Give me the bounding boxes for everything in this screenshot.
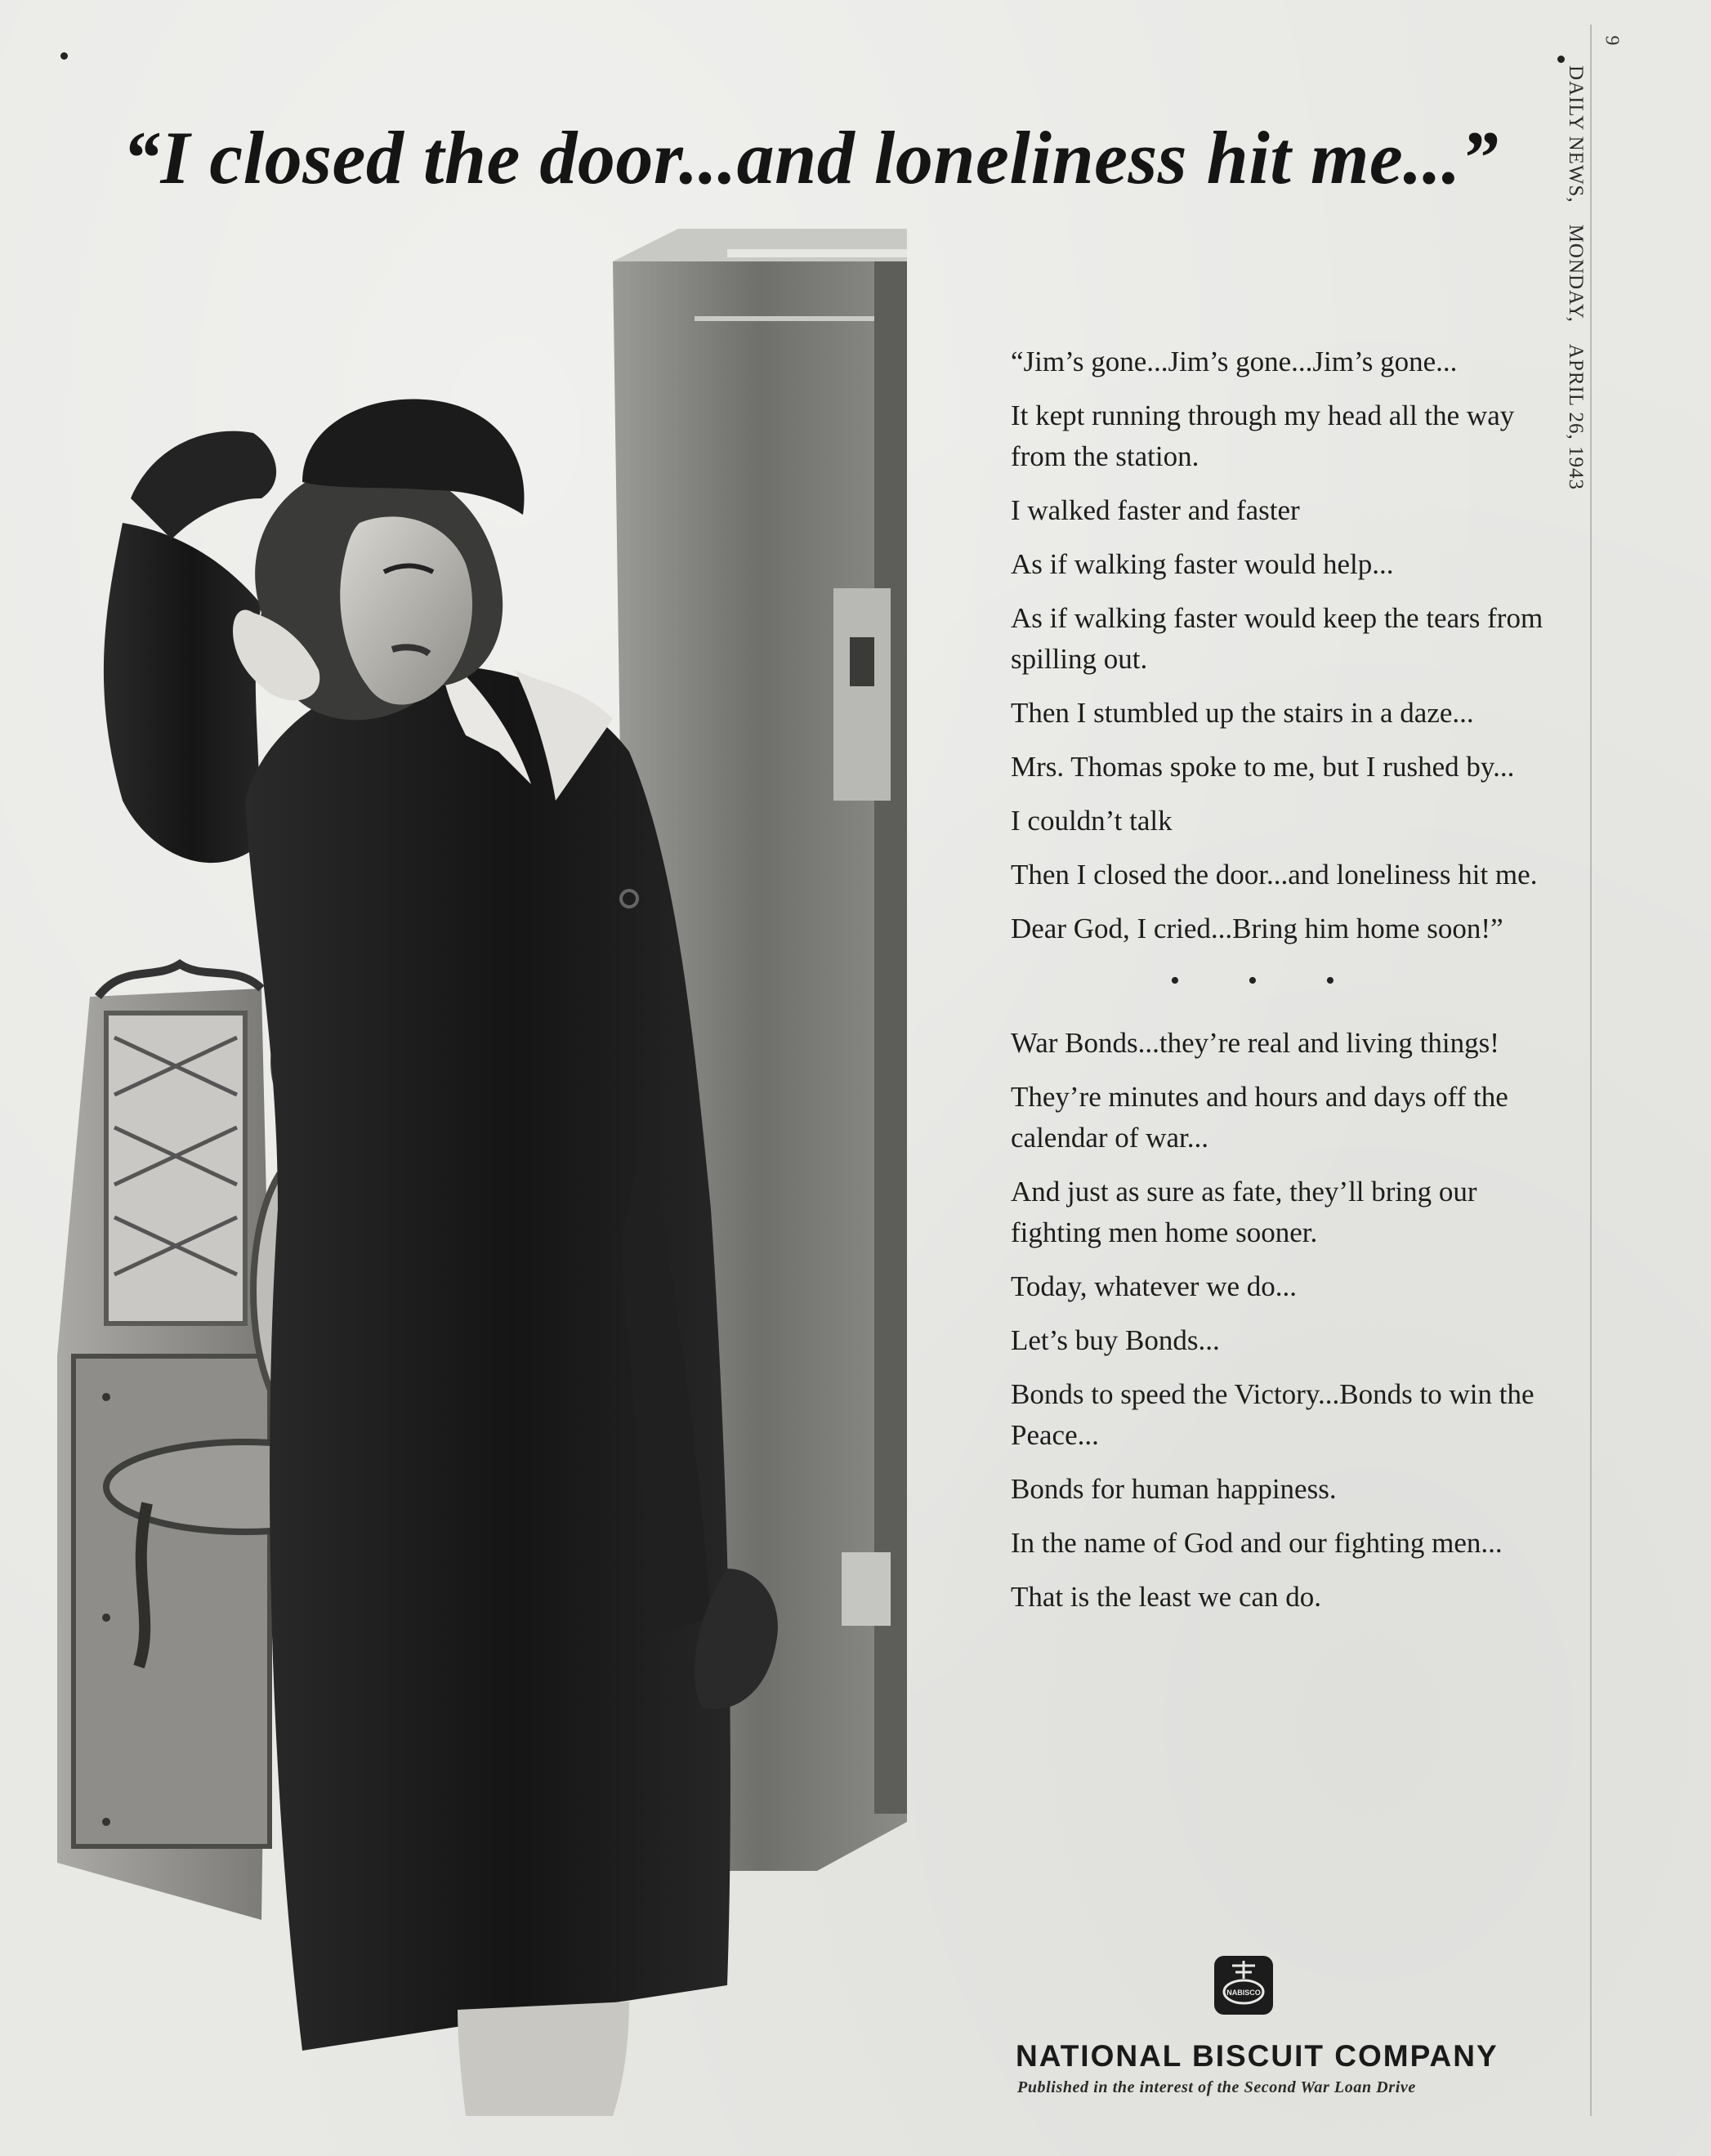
story-line: Mrs. Thomas spoke to me, but I rushed by... (1011, 751, 1515, 783)
message-line: They’re minutes and hours and days off the calendar of war... (1011, 1081, 1508, 1154)
message-line: And just as sure as fate, they’ll bring our fighting men home sooner. (1011, 1176, 1477, 1248)
print-speck (60, 52, 68, 60)
separator-mark: • (1248, 966, 1258, 996)
message-line: Let’s buy Bonds... (1011, 1324, 1220, 1356)
message-line: Bonds for human happiness. (1011, 1473, 1337, 1505)
nabisco-logo (1213, 1954, 1275, 2016)
masthead-day: MONDAY, (1565, 224, 1587, 323)
story-line: As if walking faster would keep the tears from spilling out. (1011, 602, 1543, 675)
separator-mark: • (1325, 966, 1335, 996)
separator-mark: • (1170, 966, 1180, 996)
print-speck (1557, 56, 1565, 63)
ad-copy (1011, 341, 1566, 1631)
story-line: I couldn’t talk (1011, 805, 1173, 837)
story-line: It kept running through my head all the way from the station. (1011, 400, 1515, 472)
message-line: That is the least we can do. (1011, 1581, 1322, 1613)
message-line: War Bonds...they’re real and living things! (1011, 1027, 1499, 1059)
story-line: I walked faster and faster (1011, 494, 1300, 526)
section-separator (1011, 962, 1566, 1023)
message-line: Bonds to speed the Victory...Bonds to win the Peace... (1011, 1378, 1535, 1451)
story-line: “Jim’s gone...Jim’s gone...Jim’s gone... (1011, 346, 1458, 377)
published-note: Published in the interest of the Second War Loan Drive (1017, 2078, 1416, 2096)
headline: “I closed the door...and loneliness hit me...” (123, 116, 1499, 199)
story-line: Dear God, I cried...Bring him home soon!” (1011, 913, 1503, 944)
message-line: In the name of God and our fighting men... (1011, 1527, 1503, 1559)
masthead-date: APRIL 26, 1943 (1565, 343, 1587, 490)
masthead-publication: DAILY NEWS, (1565, 65, 1587, 203)
logo-text: NABISCO (1226, 1989, 1261, 1997)
illustration-woman-at-door (57, 229, 981, 2116)
page-number: 9 (1601, 35, 1623, 46)
message-line: Today, whatever we do... (1011, 1270, 1298, 1302)
page-edge-rule (1590, 25, 1592, 2116)
story-line: Then I stumbled up the stairs in a daze... (1011, 697, 1474, 729)
company-name: NATIONAL BISCUIT COMPANY (1016, 2039, 1499, 2073)
story-line: Then I closed the door...and loneliness hit me. (1011, 859, 1538, 891)
story-line: As if walking faster would help... (1011, 548, 1394, 580)
